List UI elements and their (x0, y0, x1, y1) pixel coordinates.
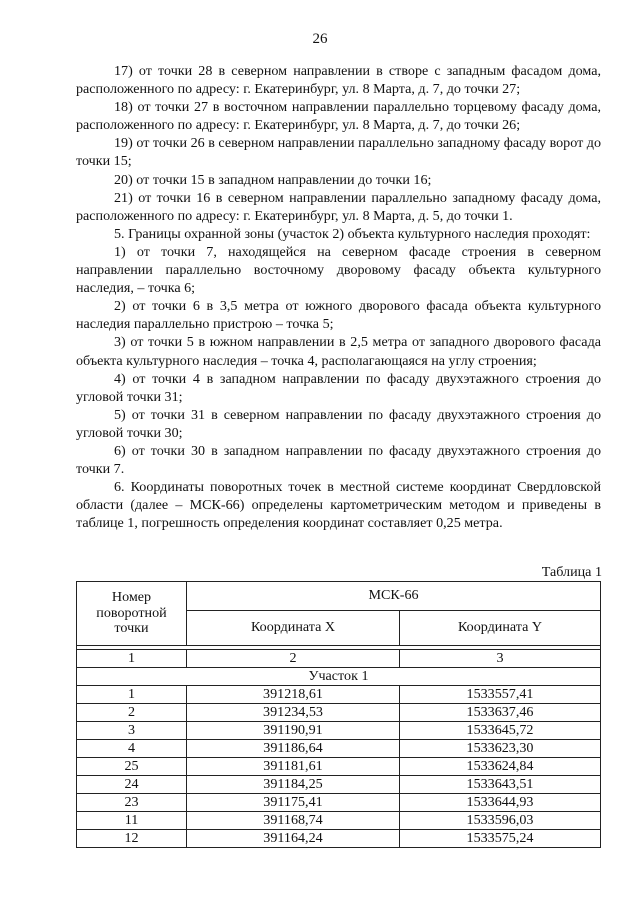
point-number: 2 (77, 704, 187, 722)
point-number: 4 (77, 740, 187, 758)
coordinate-y: 1533643,51 (400, 776, 601, 794)
coordinate-y: 1533644,93 (400, 794, 601, 812)
body-text (76, 62, 601, 532)
coordinates-table (76, 581, 601, 848)
point-number: 24 (77, 776, 187, 794)
coordinate-x: 391184,25 (187, 776, 400, 794)
point-number: 3 (77, 722, 187, 740)
paragraph: 19) от точки 26 в северном направлении параллельно западному фасаду ворот до точки 15; (76, 135, 601, 170)
coordinate-y: 1533596,03 (400, 812, 601, 830)
paragraph: 3) от точки 5 в южном направлении в 2,5 метра от западного дворового фасада объекта культурного наследия – точка 4, располагающаяся на углу строения; (76, 334, 601, 369)
point-number: 12 (77, 830, 187, 848)
table-row (77, 686, 601, 704)
paragraph: 6. Координаты поворотных точек в местной системе координат Свердловской области (далее – МСК-66) определены картометрическим методом и приведены в таблице 1, погрешность определения координат составляет 0,25 метра. (76, 479, 601, 532)
coordinate-y: 1533575,24 (400, 830, 601, 848)
page-number: 26 (312, 31, 328, 47)
table-row (77, 830, 601, 848)
paragraph: 17) от точки 28 в северном направлении в створе с западным фасадом дома, расположенного по адресу: г. Екатеринбург, ул. 8 Марта, д. 7, до точки 27; (76, 63, 601, 98)
coordinate-x: 391164,24 (187, 830, 400, 848)
coordinate-y: 1533557,41 (400, 686, 601, 704)
header-coordinate-system: МСК-66 (187, 582, 601, 611)
table-row (77, 704, 601, 722)
coordinate-x: 391186,64 (187, 740, 400, 758)
coordinate-x: 391234,53 (187, 704, 400, 722)
paragraph: 21) от точки 16 в северном направлении параллельно западному фасаду дома, расположенного по адресу: г. Екатеринбург, ул. 8 Марта, д. 5, до точки 1. (76, 189, 601, 224)
column-number-row (77, 650, 601, 668)
table-row (77, 758, 601, 776)
paragraph: 2) от точки 6 в 3,5 метра от южного дворового фасада объекта культурного наследия параллельно пристрою – точка 5; (76, 298, 601, 333)
paragraph: 6) от точки 30 в западном направлении по фасаду двухэтажного строения до точки 7. (76, 442, 601, 478)
coordinate-x: 391181,61 (187, 758, 400, 776)
coordinate-y: 1533645,72 (400, 722, 601, 740)
table-row (77, 812, 601, 830)
coordinate-y: 1533623,30 (400, 740, 601, 758)
point-number: 25 (77, 758, 187, 776)
point-number: 1 (77, 686, 187, 704)
paragraph: 20) от точки 15 в западном направлении до точки 16; (114, 171, 432, 188)
coordinate-x: 391175,41 (187, 794, 400, 812)
column-number: 3 (400, 650, 601, 668)
table-row (77, 794, 601, 812)
coordinate-x: 391168,74 (187, 812, 400, 830)
table-row (77, 722, 601, 740)
paragraph: 1) от точки 7, находящейся на северном фасаде строения в северном направлении параллельно восточному дворовому фасаду объекта культурного наследия, – точка 6; (76, 243, 601, 297)
paragraph: 4) от точки 4 в западном направлении по фасаду двухэтажного строения до угловой точки 31; (76, 370, 601, 405)
paragraph: 5. Границы охранной зоны (участок 2) объекта культурного наследия проходят: (114, 225, 591, 242)
table-row (77, 740, 601, 758)
point-number: 23 (77, 794, 187, 812)
table-row (77, 776, 601, 794)
table-header-row (77, 582, 601, 611)
section-title: Участок 1 (77, 668, 601, 686)
header-coordinate-y: Координата Y (400, 611, 601, 646)
header-coordinate-x: Координата X (187, 611, 400, 646)
column-number: 1 (77, 650, 187, 668)
point-number: 11 (77, 812, 187, 830)
column-number: 2 (187, 650, 400, 668)
paragraph: 5) от точки 31 в северном направлении по фасаду двухэтажного строения до угловой точки 30; (76, 406, 601, 441)
table-caption: Таблица 1 (541, 564, 602, 580)
coordinate-y: 1533637,46 (400, 704, 601, 722)
coordinate-y: 1533624,84 (400, 758, 601, 776)
coordinate-x: 391218,61 (187, 686, 400, 704)
paragraph: 18) от точки 27 в восточном направлении параллельно торцевому фасаду дома, расположенного по адресу: г. Екатеринбург, ул. 8 Марта, д. 7, до точки 26; (76, 99, 601, 134)
section-row (77, 668, 601, 686)
header-point-number: Номер поворотной точки (77, 582, 187, 646)
coordinate-x: 391190,91 (187, 722, 400, 740)
